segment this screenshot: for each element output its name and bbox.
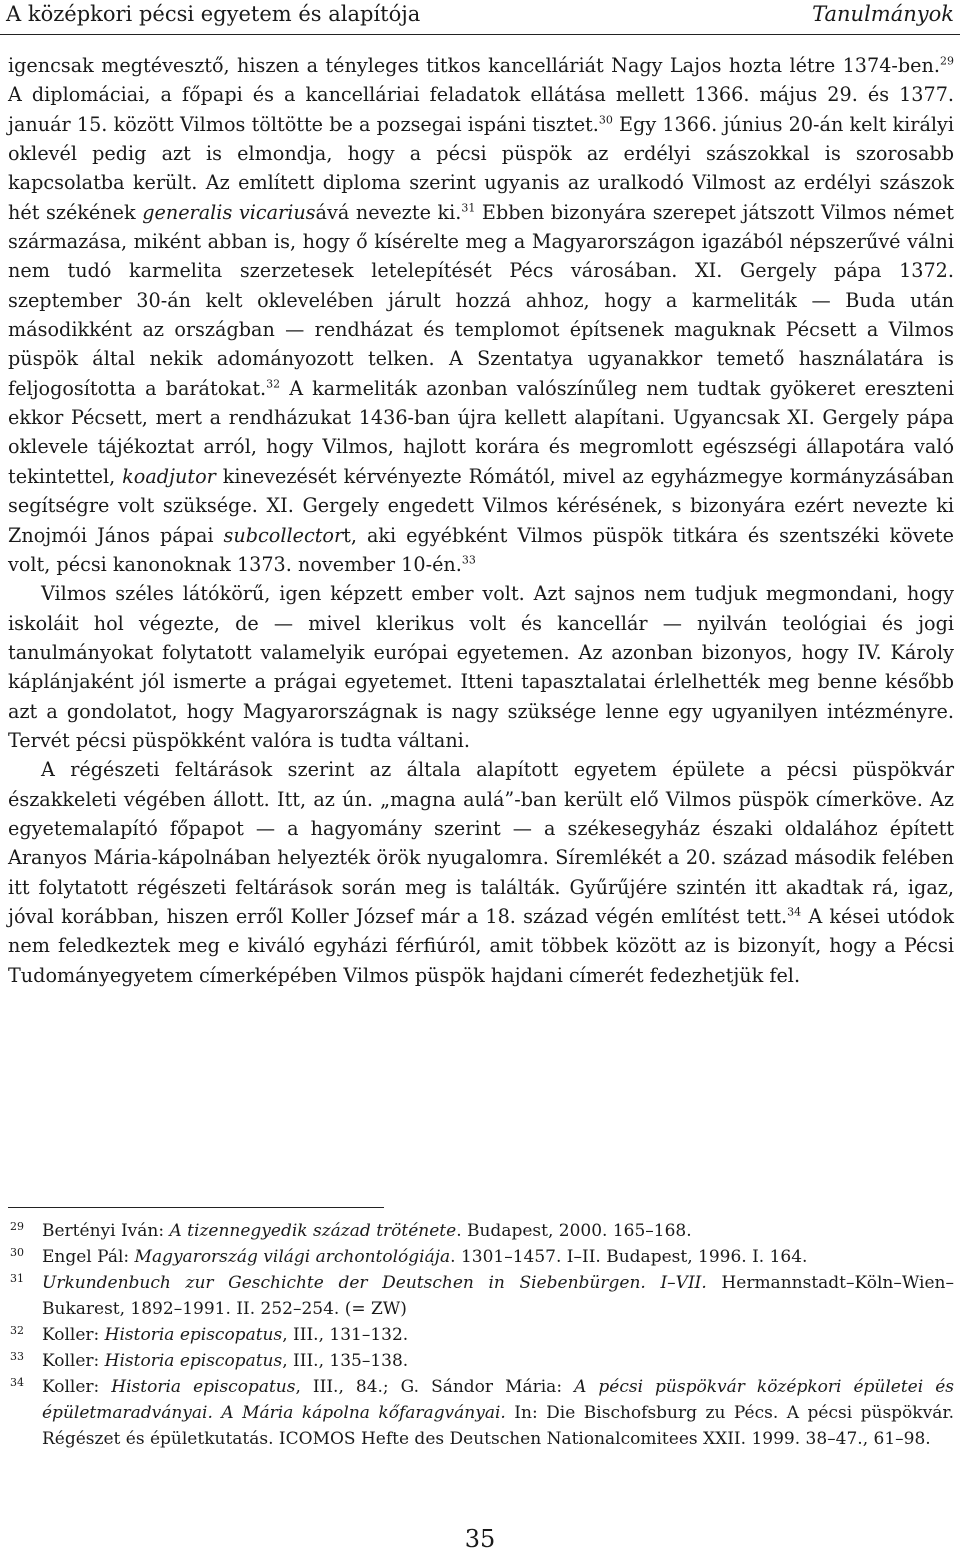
text-run: A régészeti feltárások szerint az általa alapított egyetem épülete a pécsi püspökvár északkeleti végében állott. Itt, az ún. „magna aulá”-ban került elő Vilmos püspök címerköve. Az egyetemalapító főpapot — a hagyomány szerint — a székesegyház északi oldalához épített Aranyos Mária-kápolnában helyezték örök nyugalomra. Síremlékét a 20. század második felében itt folytatott régészeti feltárások során meg is találták. Gyűrűjére szintén itt akadtak rá, igaz, jóval korábban, hiszen erről Koller József már a 18. század végén említést tett. (8, 758, 954, 928)
italic-text: Historia episcopatus (104, 1351, 283, 1371)
footnote-number: 31 (10, 1272, 24, 1285)
text-run: t, aki egyébként Vilmos püspök titkára és szentszéki követe volt, pécsi kanonoknak 1373. november 10-én. (8, 523, 954, 576)
text-run: , III., 131–132. (282, 1325, 409, 1345)
page-number: 35 (464, 1525, 496, 1553)
footnote-reference: 32 (266, 377, 281, 391)
footnote-number: 30 (10, 1246, 24, 1259)
text-run: Egy 1366. június 20-án kelt királyi oklevél pedig azt is elmondja, hogy a pécsi püspök az erdélyi szászokkal is szorosabb kapcsolatba került. Az említett diploma szerint ugyanis az uralkodó Vilmost az erdélyi szászok hét székének (8, 112, 954, 224)
text-run: ává nevezte ki. (315, 200, 462, 224)
text-run: igencsak megtévesztő, hiszen a tényleges titkos kancelláriát Nagy Lajos hozta létre 1374-ben. (8, 54, 940, 77)
italic-text: Historia episcopatus (111, 1377, 296, 1397)
footnote-reference: 33 (461, 553, 476, 567)
footnote (8, 1244, 954, 1270)
paragraph (8, 579, 954, 755)
text-run: , III., 84.; G. Sándor Mária: (295, 1377, 575, 1397)
header-section: Tanulmányok (812, 2, 954, 26)
footnote (8, 1374, 954, 1452)
text-run: . Budapest, 2000. 165–168. (456, 1221, 692, 1241)
footnote (8, 1218, 954, 1244)
text-run: In: Die Bischofsburg zu Pécs. A pécsi püspökvár. Régészet és épületkutatás. ICOMOS Hefte des Deutschen Nationalcomitees XXII. 1999. 38–47., 61–98. (42, 1403, 954, 1449)
text-run: A karmeliták azonban valószínűleg nem tudtak gyökeret ereszteni ekkor Pécsett, mert a rendházukat 1436-ban újra kellett alapítani. Ugyancsak XI. Gergely pápa oklevele tájékoztat arról, hogy Vilmos, hajlott korára és megromlott egészségi állapotára való tekintettel, (8, 376, 954, 488)
text-run: . 1301–1457. I–II. Budapest, 1996. I. 164. (450, 1247, 808, 1267)
italic-text: Urkundenbuch zur Geschichte der Deutschen in Siebenbürgen. I–VII. (42, 1273, 707, 1293)
italic-text: A tizennegyedik század tröténete (169, 1221, 457, 1241)
footnote-number: 34 (10, 1376, 24, 1389)
text-run: A kései utódok nem feledkeztek meg e kiváló egyházi férfiúról, amit többek között az is bizonyít, hogy a Pécsi Tudományegyetem címerképében Vilmos püspök hajdani címerét fedezhetjük fel. (8, 904, 954, 987)
footnote (8, 1348, 954, 1374)
italic-text: koadjutor (122, 464, 216, 488)
text-run: Koller: (42, 1325, 105, 1345)
footnote-number: 33 (10, 1350, 24, 1363)
footnotes (8, 1218, 954, 1452)
text-run: kinevezését kérvényezte Rómától, mivel az egyházmegye kormányzásában segítségre volt szüksége. XI. Gergely engedett Vilmos kérésének, s bizonyára ezért nevezte ki Znojmói János pápai (8, 464, 954, 547)
text-run: Vilmos széles látókörű, igen képzett ember volt. Azt sajnos nem tudjuk megmondani, hogy iskoláit hol végezte, de — mivel klerikus volt és kancellár — nyilván teológiai és jogi tanulmányokat folytatott valamelyik európai egyetemen. Az azonban bizonyos, hogy IV. Károly káplánjaként jól ismerte a prágai egyetemet. Itteni tapasztalatai érlelhették meg benne később azt a gondolatot, hogy Magyarországnak is nagy szüksége lenne egy ugyanilyen intézményre. Tervét pécsi püspökként valóra is tudta váltani. (8, 582, 954, 752)
text-run: Ebben bizonyára szerepet játszott Vilmos német származása, miként abban is, hogy ő kísérelte meg a Magyarországon igazából népszerűvé válni nem tudó karmelita szerzetesek letelepítését Pécs városában. XI. Gergely pápa 1372. szeptember 30-án kelt oklevelében járult hozzá ahhoz, hogy a karmeliták — Buda után másodikként az országban — rendházat és templomot építsenek maguknak Pécsett a Vilmos püspök által nekik adományozott telken. A Szentatya ugyanakkor temető használatára is feljogosította a barátokat. (8, 200, 954, 400)
italic-text: generalis vicarius (142, 200, 316, 224)
footnote (8, 1322, 954, 1348)
paragraph (8, 755, 954, 990)
text-run: Koller: (42, 1351, 105, 1371)
italic-text: Historia episcopatus (104, 1325, 283, 1345)
text-run: Bertényi Iván: (42, 1221, 170, 1241)
text-run: Engel Pál: (42, 1247, 135, 1267)
italic-text: Magyarország világi archontológiája (134, 1247, 451, 1267)
footnote-number: 29 (10, 1220, 24, 1233)
body-text (8, 51, 954, 990)
italic-text: A pécsi püspökvár középkori épületei és épületmaradványai. A Mária kápolna kőfaragványai. (42, 1377, 954, 1423)
text-run: Koller: (42, 1377, 112, 1397)
footnote-reference: 31 (461, 201, 476, 215)
paragraph (8, 51, 954, 579)
text-run: A diplomáciai, a főpapi és a kancelláriai feladatok ellátása mellett 1366. május 29. és 1377. január 15. között Vilmos töltötte be a pozsegai ispáni tisztet. (8, 83, 954, 136)
footnote-reference: 30 (598, 113, 613, 127)
running-header (0, 0, 960, 35)
text-run: Hermannstadt–Köln–Wien–Bukarest, 1892–1991. II. 252–254. (= ZW) (42, 1273, 954, 1319)
footnote-reference: 29 (940, 54, 954, 68)
text-run: , III., 135–138. (282, 1351, 409, 1371)
footnote-reference: 34 (787, 905, 802, 919)
footnote-separator (8, 1207, 384, 1208)
footnote-number: 32 (10, 1324, 24, 1337)
header-title: A középkori pécsi egyetem és alapítója (6, 2, 421, 26)
italic-text: subcollector (223, 523, 344, 547)
footnote (8, 1270, 954, 1322)
